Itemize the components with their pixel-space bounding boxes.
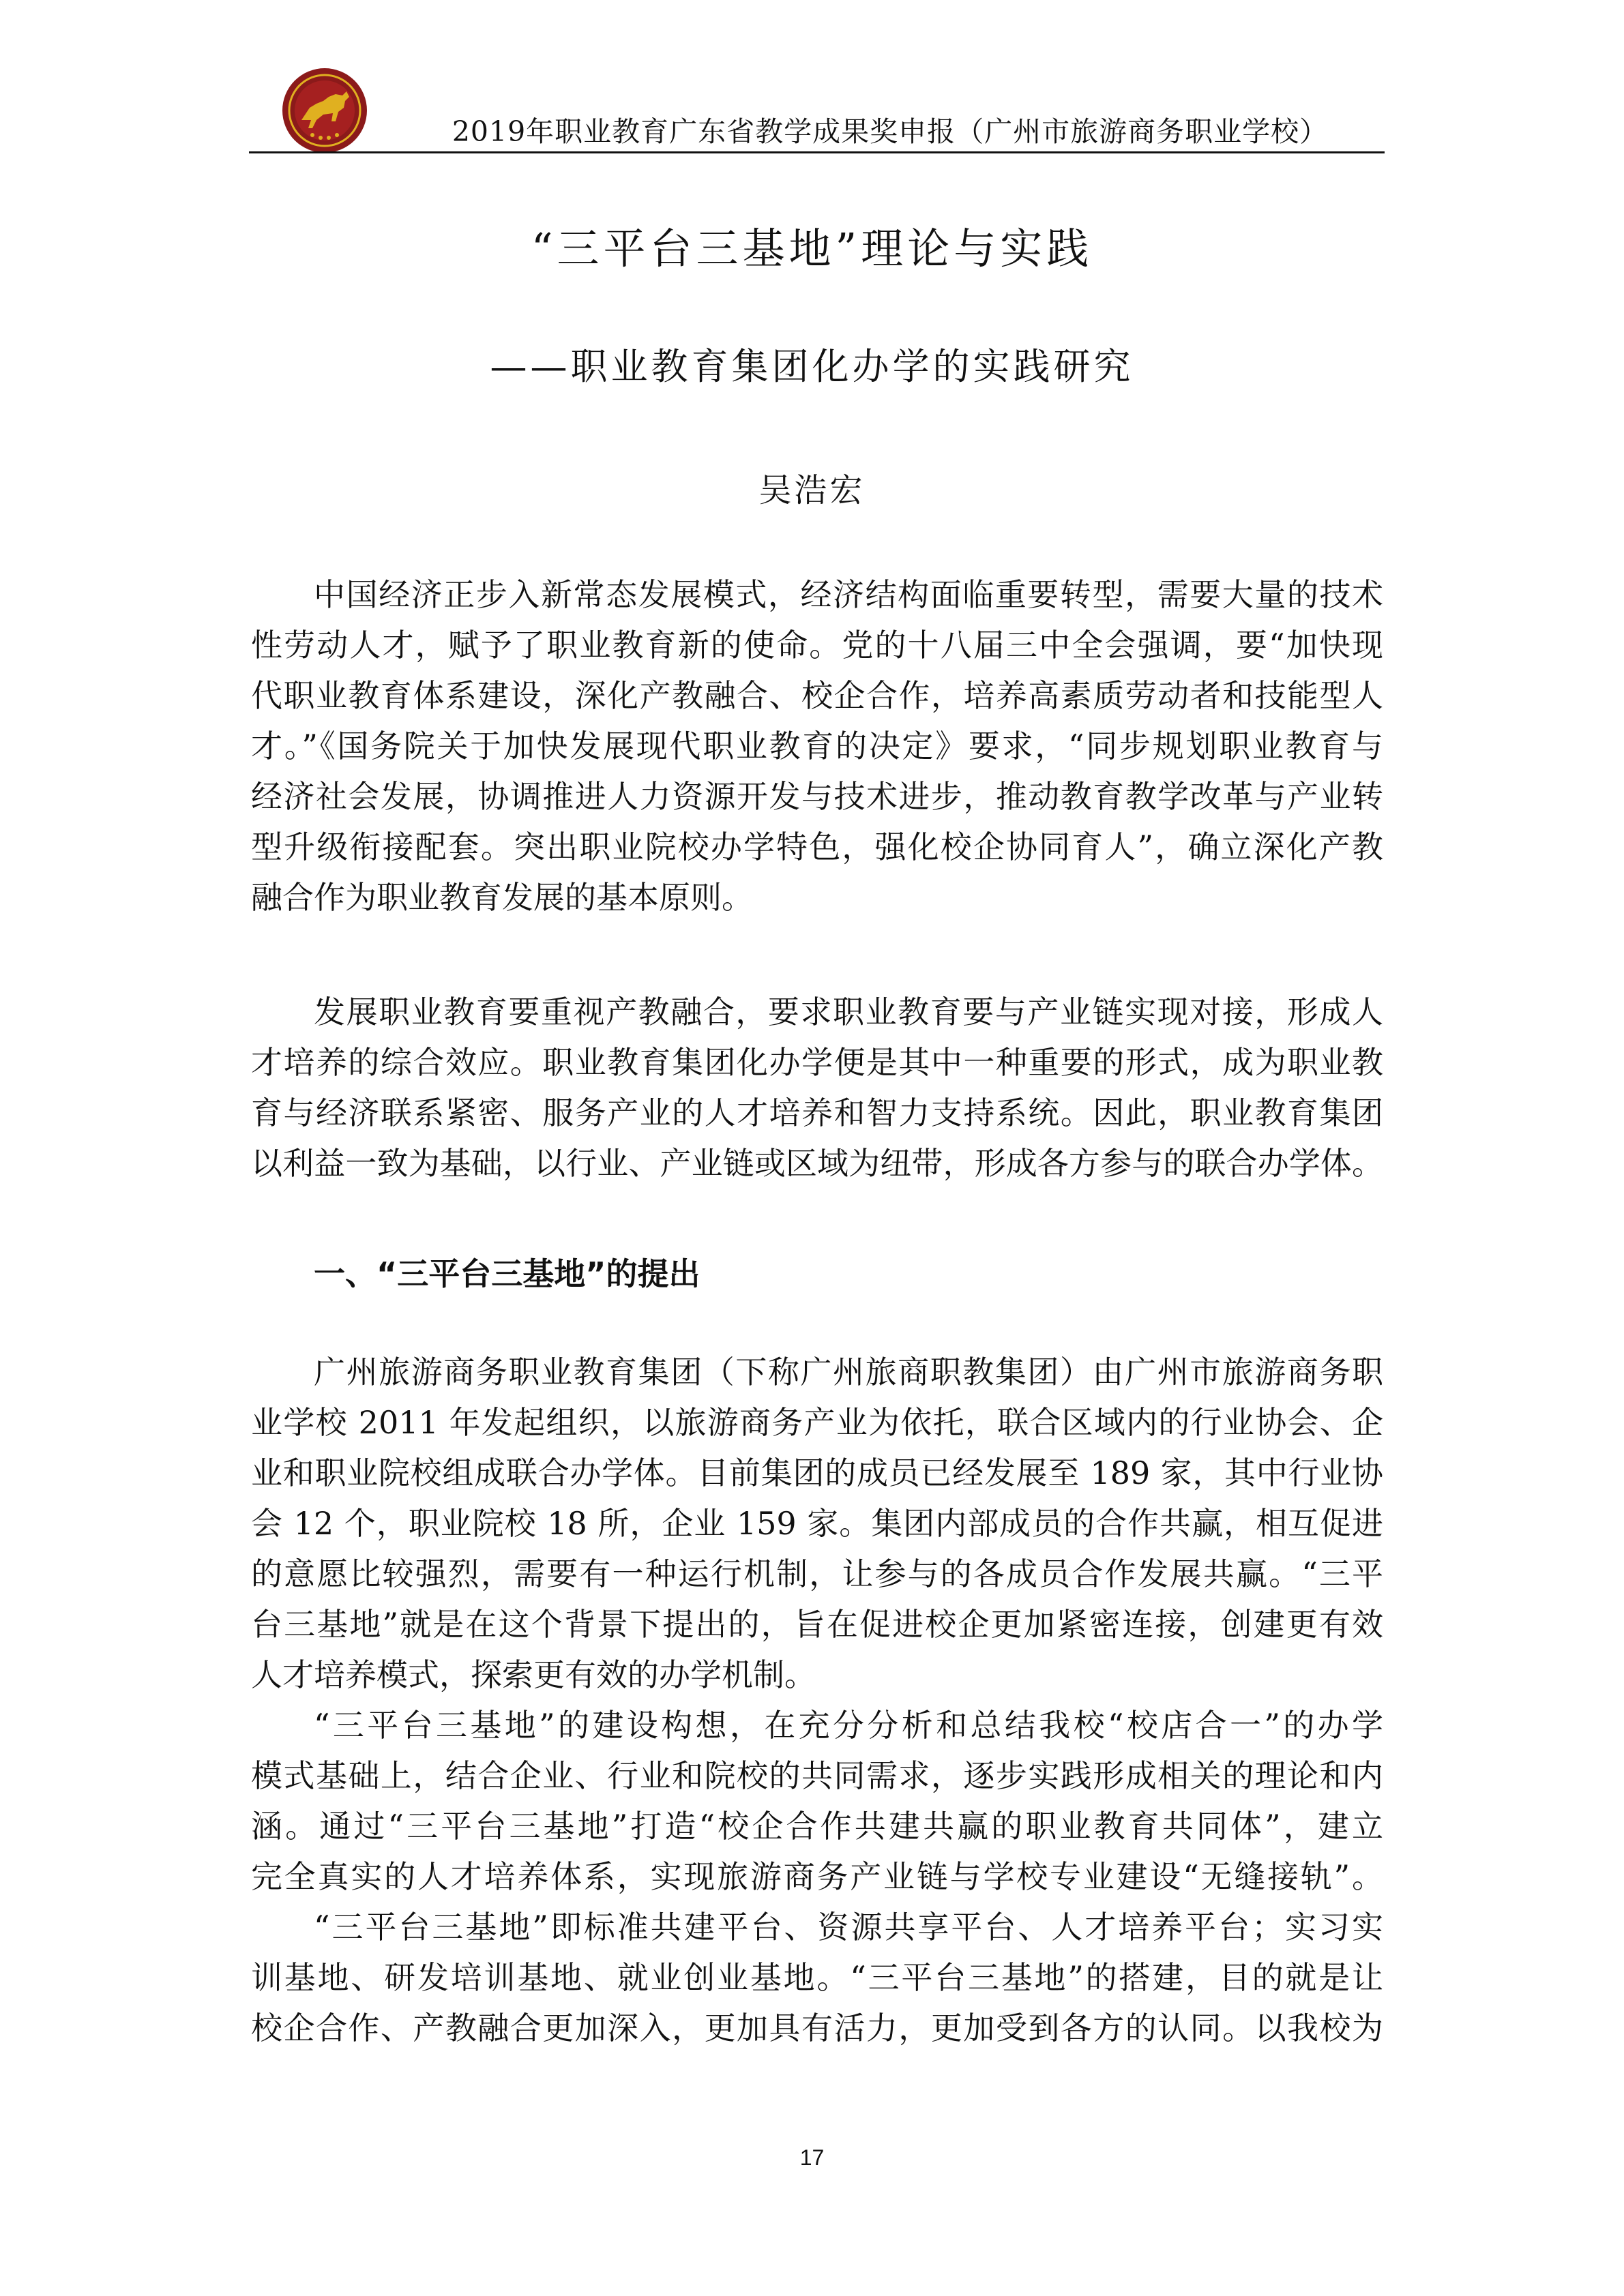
text-line: 才培养的综合效应。职业教育集团化办学便是其中一种重要的形式，成为职业教 bbox=[251, 1044, 1383, 1081]
text-line: 台三基地”就是在这个背景下提出的，旨在促进校企更加紧密连接，创建更有效 bbox=[251, 1606, 1383, 1643]
text-line: “三平台三基地”即标准共建平台、资源共享平台、人才培养平台；实习实 bbox=[314, 1909, 1383, 1945]
text-line: 育与经济联系紧密、服务产业的人才培养和智力支持系统。因此，职业教育集团 bbox=[251, 1094, 1383, 1131]
text-line: 以利益一致为基础，以行业、产业链或区域为纽带，形成各方参与的联合办学体。 bbox=[251, 1145, 1383, 1182]
text-line: 性劳动人才，赋予了职业教育新的使命。党的十八届三中全会强调，要“加快现 bbox=[251, 627, 1383, 664]
article-title: “三平台三基地”理论与实践 bbox=[531, 224, 1093, 273]
text-line: 型升级衔接配套。突出职业院校办学特色，强化校企协同育人”，确立深化产教 bbox=[251, 829, 1383, 865]
text-line: 训基地、研发培训基地、就业创业基地。“三平台三基地”的搭建，目的就是让 bbox=[251, 1959, 1383, 1996]
text-line: 涵。通过“三平台三基地”打造“校企合作共建共赢的职业教育共同体”，建立 bbox=[251, 1808, 1383, 1845]
text-line: 的意愿比较强烈，需要有一种运行机制，让参与的各成员合作发展共赢。“三平 bbox=[251, 1555, 1383, 1592]
text-line: 完全真实的人才培养体系，实现旅游商务产业链与学校专业建设“无缝接轨”。 bbox=[251, 1858, 1383, 1895]
article-subtitle: ——职业教育集团化办学的实践研究 bbox=[490, 345, 1134, 388]
header-title: 2019年职业教育广东省教学成果奖申报（广州市旅游商务职业学校） bbox=[452, 115, 1329, 148]
page-number: 17 bbox=[799, 2145, 825, 2170]
text-line: 发展职业教育要重视产教融合，要求职业教育要与产业链实现对接，形成人 bbox=[314, 994, 1383, 1030]
text-line: 才。”《国务院关于加快发展现代职业教育的决定》要求，“同步规划职业教育与 bbox=[251, 728, 1383, 764]
text-line: 业学校 2011 年发起组织，以旅游商务产业为依托，联合区域内的行业协会、企 bbox=[251, 1404, 1383, 1441]
text-line: 业和职业院校组成联合办学体。目前集团的成员已经发展至 189 家，其中行业协 bbox=[251, 1455, 1383, 1491]
text-line: 校企合作、产教融合更加深入，更加具有活力，更加受到各方的认同。以我校为 bbox=[251, 2010, 1383, 2046]
section-heading: 一、“三平台三基地”的提出 bbox=[314, 1255, 700, 1292]
text-line: 中国经济正步入新常态发展模式，经济结构面临重要转型，需要大量的技术 bbox=[314, 576, 1383, 613]
text-line: 融合作为职业教育发展的基本原则。 bbox=[251, 879, 753, 916]
school-emblem-icon bbox=[281, 67, 368, 154]
header-divider bbox=[249, 151, 1385, 153]
text-line: 人才培养模式，探索更有效的办学机制。 bbox=[251, 1656, 816, 1693]
text-line: 代职业教育体系建设，深化产教融合、校企合作，培养高素质劳动者和技能型人 bbox=[251, 677, 1383, 714]
text-line: 广州旅游商务职业教育集团（下称广州旅商职教集团）由广州市旅游商务职 bbox=[314, 1354, 1383, 1390]
text-line: “三平台三基地”的建设构想，在充分分析和总结我校“校店合一”的办学 bbox=[314, 1707, 1383, 1744]
text-line: 模式基础上，结合企业、行业和院校的共同需求，逐步实践形成相关的理论和内 bbox=[251, 1757, 1383, 1794]
text-line: 经济社会发展，协调推进人力资源开发与技术进步，推动教育教学改革与产业转 bbox=[251, 778, 1383, 815]
text-line: 会 12 个，职业院校 18 所，企业 159 家。集团内部成员的合作共赢，相互促进 bbox=[251, 1505, 1383, 1542]
article-author: 吴浩宏 bbox=[758, 471, 866, 509]
